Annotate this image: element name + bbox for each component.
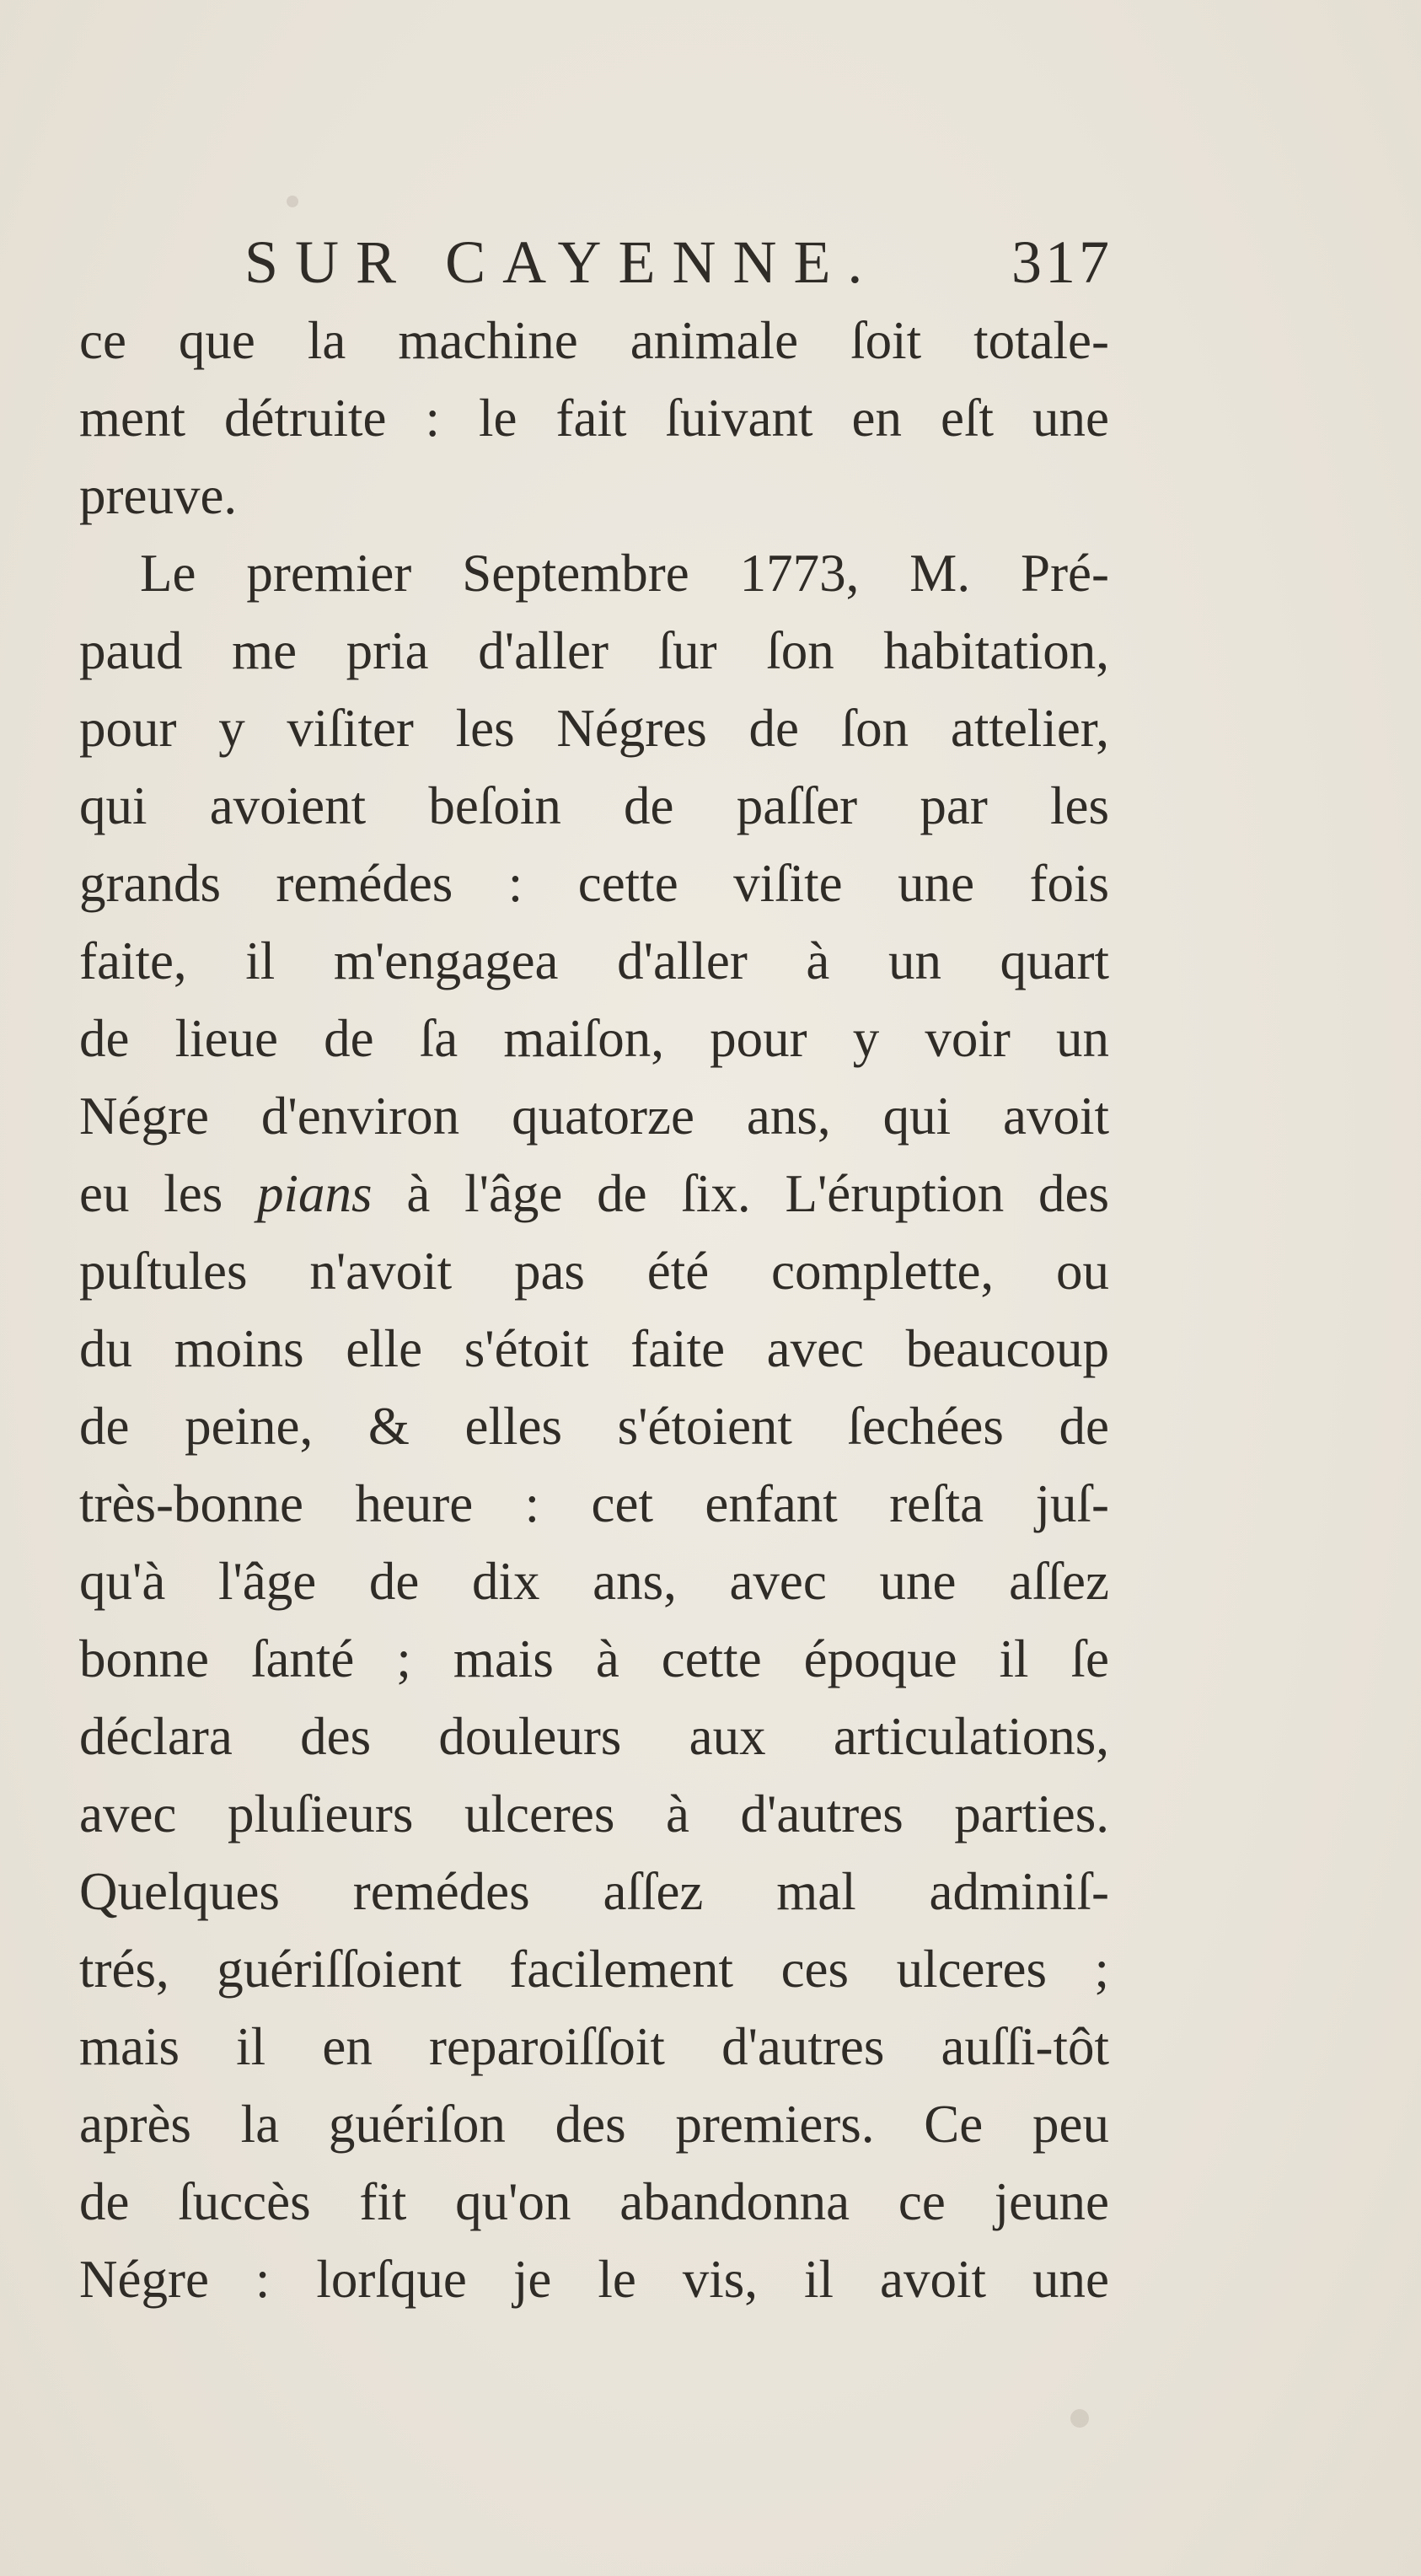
text-line: qui avoient beſoin de paſſer par les xyxy=(79,776,1109,835)
text-line: de lieue de ſa maiſon, pour y voir un xyxy=(79,1009,1109,1068)
text-line: puſtules n'avoit pas été complette, ou xyxy=(79,1242,1109,1301)
running-head: SUR CAYENNE. xyxy=(244,228,880,296)
text-line: Négre d'environ quatorze ans, qui avoit xyxy=(79,1087,1109,1146)
text-line: qu'à l'âge de dix ans, avec une aſſez xyxy=(79,1552,1109,1611)
text-line: trés, guériſſoient facilement ces ulceres ; xyxy=(79,1940,1109,1999)
text-line: de ſuccès fit qu'on abandonna ce jeune xyxy=(79,2172,1109,2231)
text-line: mais il en reparoiſſoit d'autres auſſi-tôt xyxy=(79,2017,1109,2076)
text-line: avec pluſieurs ulceres à d'autres parties. xyxy=(79,1784,1109,1843)
italic-term: pians xyxy=(257,1164,373,1223)
text-line: de peine, & elles s'étoient ſechées de xyxy=(79,1397,1109,1456)
text-line: après la guériſon des premiers. Ce peu xyxy=(79,2095,1109,2154)
text-line: pour y viſiter les Négres de ſon attelier, xyxy=(79,699,1109,758)
text-line: déclara des douleurs aux articulations, xyxy=(79,1707,1109,1766)
text-line: Négre : lorſque je le vis, il avoit une xyxy=(79,2250,1109,2309)
text-line: preuve. xyxy=(79,466,238,525)
text-segment: eu les xyxy=(79,1164,223,1223)
text-line: ment détruite : le fait ſuivant en eſt une xyxy=(79,389,1109,448)
text-line: bonne ſanté ; mais à cette époque il ſe xyxy=(79,1629,1109,1688)
text-line: Quelques remédes aſſez mal adminiſ- xyxy=(79,1862,1109,1921)
paper-smudge xyxy=(1070,2409,1089,2428)
body-text xyxy=(79,302,1109,2318)
text-line: grands remédes : cette viſite une fois xyxy=(79,854,1109,913)
text-line: Le premier Septembre 1773, M. Pré- xyxy=(140,544,1109,603)
text-line xyxy=(79,1155,1109,1232)
text-line: paud me pria d'aller ſur ſon habitation, xyxy=(79,621,1109,680)
text-line: du moins elle s'étoit faite avec beaucoup xyxy=(79,1319,1109,1378)
page-header xyxy=(244,216,1113,309)
text-line: ce que la machine animale ſoit totale- xyxy=(79,311,1109,370)
text-line: faite, il m'engagea d'aller à un quart xyxy=(79,931,1109,990)
text-segment: à l'âge de ſix. L'éruption des xyxy=(406,1164,1109,1223)
paper-smudge xyxy=(287,196,298,207)
text-line: très-bonne heure : cet enfant reſta juſ- xyxy=(79,1474,1109,1533)
page-number: 317 xyxy=(1011,228,1113,296)
